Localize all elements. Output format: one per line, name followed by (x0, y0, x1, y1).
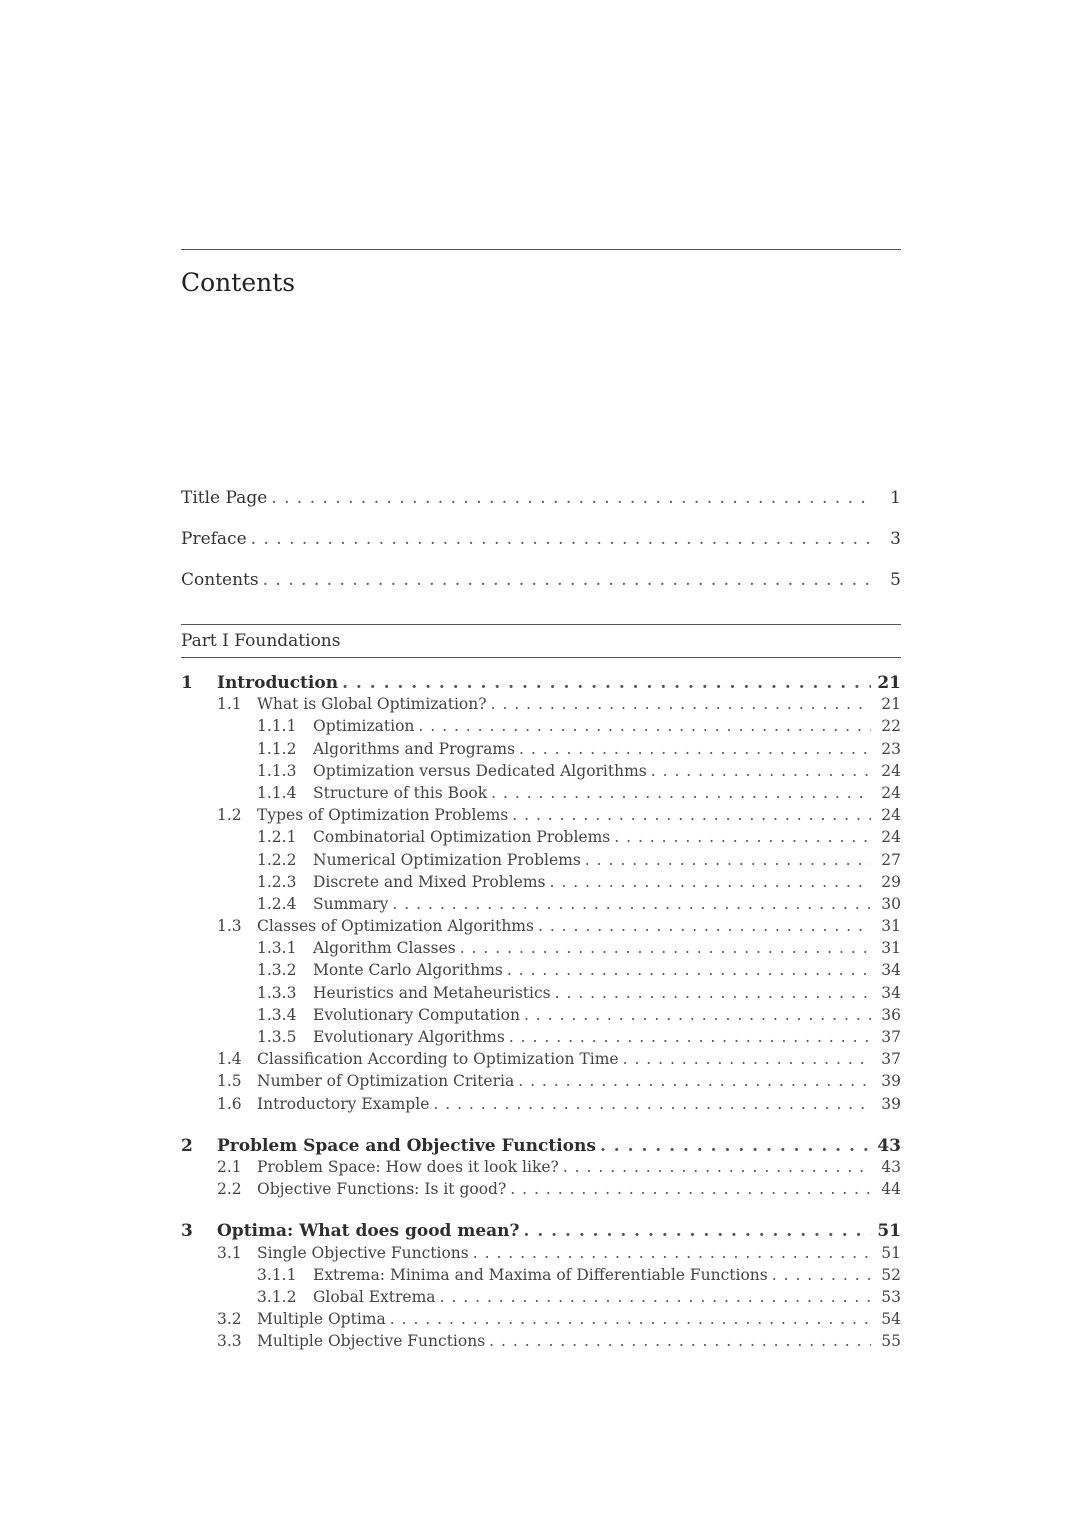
entry-page-number: 29 (881, 872, 901, 891)
section-entry[interactable] (181, 1244, 901, 1266)
entry-page-number: 3 (890, 529, 901, 549)
dot-leaders (614, 828, 871, 846)
subsection-entry[interactable] (181, 851, 901, 873)
dot-leaders (651, 762, 871, 780)
entry-page-number: 27 (881, 850, 901, 869)
dot-leaders (509, 1028, 871, 1046)
entry-number: 3.3 (217, 1332, 242, 1351)
subsection-entry[interactable] (181, 1006, 901, 1028)
entry-title: Classes of Optimization Algorithms (257, 917, 534, 936)
entry-number: 2.1 (217, 1157, 242, 1176)
section-entry[interactable] (181, 1072, 901, 1094)
table-of-contents (181, 673, 901, 1373)
dot-leaders (600, 1136, 871, 1156)
entry-number: 1.1.4 (257, 783, 297, 802)
entry-page-number: 44 (881, 1180, 901, 1199)
entry-page-number: 52 (881, 1265, 901, 1284)
entry-page-number: 43 (881, 1157, 901, 1176)
entry-title: Classification According to Optimization Time (257, 1050, 619, 1069)
entry-page-number: 34 (881, 961, 901, 980)
dot-leaders (538, 917, 871, 935)
dot-leaders (519, 740, 871, 758)
subsection-entry[interactable] (181, 717, 901, 739)
entry-page-number: 21 (877, 673, 901, 693)
entry-title: Preface (181, 529, 247, 549)
entry-title: Introductory Example (257, 1094, 430, 1113)
dot-leaders (390, 1310, 871, 1328)
entry-title: Title Page (181, 488, 268, 508)
section-entry[interactable] (181, 806, 901, 828)
entry-title: Introduction (217, 673, 339, 693)
entry-number: 1.2.4 (257, 894, 297, 913)
entry-number: 2.2 (217, 1180, 242, 1199)
chapter-entry[interactable] (181, 1221, 901, 1243)
entry-page-number: 43 (877, 1135, 901, 1156)
entry-number: 3.1.1 (257, 1265, 297, 1284)
front-matter-entry[interactable] (181, 529, 901, 570)
entry-title: Combinatorial Optimization Problems (313, 828, 611, 847)
front-matter-list (181, 488, 901, 611)
dot-leaders (440, 1288, 871, 1306)
entry-title: Problem Space: How does it look like? (257, 1157, 559, 1176)
entry-page-number: 36 (881, 1005, 901, 1024)
page-title: Contents (181, 267, 296, 297)
entry-number: 1.2.3 (257, 872, 297, 891)
entry-number: 1.3.5 (257, 1028, 297, 1046)
entry-title: Discrete and Mixed Problems (313, 872, 546, 891)
chapter-block (181, 673, 901, 1117)
entry-number: 1.2 (217, 806, 242, 825)
entry-number: 1.1.2 (257, 739, 297, 758)
dot-leaders (549, 873, 871, 891)
dot-leaders (251, 529, 871, 549)
entry-page-number: 31 (881, 917, 901, 936)
subsection-entry[interactable] (181, 984, 901, 1006)
entry-page-number: 24 (881, 783, 901, 802)
entry-page-number: 37 (881, 1050, 901, 1069)
dot-leaders (518, 1072, 871, 1090)
chapter-block (181, 1136, 901, 1203)
section-entry[interactable] (181, 1158, 901, 1180)
chapter-entry[interactable] (181, 1136, 901, 1158)
entry-number: 1.2.2 (257, 850, 297, 869)
entry-page-number: 22 (881, 717, 901, 736)
entry-page-number: 37 (881, 1028, 901, 1046)
entry-page-number: 51 (881, 1243, 901, 1262)
front-matter-entry[interactable] (181, 570, 901, 611)
entry-title: Single Objective Functions (257, 1243, 469, 1262)
subsection-entry[interactable] (181, 784, 901, 806)
dot-leaders (433, 1095, 871, 1113)
dot-leaders (563, 1158, 871, 1176)
entry-title: Algorithms and Programs (313, 739, 516, 758)
entry-number: 1.2.1 (257, 828, 297, 847)
dot-leaders (271, 488, 871, 508)
section-entry[interactable] (181, 695, 901, 717)
document-page (181, 0, 901, 1528)
entry-title: Multiple Optima (257, 1310, 386, 1329)
entry-number: 2 (181, 1135, 193, 1156)
entry-page-number: 55 (881, 1332, 901, 1351)
dot-leaders (623, 1050, 871, 1068)
dot-leaders (392, 895, 871, 913)
entry-number: 1.1 (217, 695, 242, 714)
entry-number: 1.1.1 (257, 717, 297, 736)
entry-page-number: 31 (881, 939, 901, 958)
entry-page-number: 53 (881, 1287, 901, 1306)
entry-title: Objective Functions: Is it good? (257, 1180, 507, 1199)
entry-page-number: 23 (881, 739, 901, 758)
entry-title: What is Global Optimization? (257, 695, 487, 714)
dot-leaders (263, 570, 871, 590)
entry-page-number: 34 (881, 983, 901, 1002)
entry-page-number: 30 (881, 894, 901, 913)
dot-leaders (489, 1332, 871, 1350)
section-entry[interactable] (181, 1310, 901, 1332)
dot-leaders (473, 1244, 871, 1262)
entry-number: 1.3.4 (257, 1005, 297, 1024)
entry-number: 1.3.1 (257, 939, 297, 958)
entry-title: Problem Space and Objective Functions (217, 1135, 596, 1156)
entry-title: Number of Optimization Criteria (257, 1072, 515, 1091)
front-matter-entry[interactable] (181, 488, 901, 529)
dot-leaders (524, 1006, 871, 1024)
section-entry[interactable] (181, 1095, 901, 1117)
dot-leaders (342, 673, 871, 693)
entry-page-number: 5 (890, 570, 901, 590)
entry-number: 3.1.2 (257, 1287, 297, 1306)
entry-title: Optimization (313, 717, 415, 736)
section-entry[interactable] (181, 917, 901, 939)
section-entry[interactable] (181, 1180, 901, 1202)
dot-leaders (772, 1266, 871, 1284)
entry-title: Heuristics and Metaheuristics (313, 983, 551, 1002)
entry-page-number: 51 (877, 1221, 901, 1242)
entry-page-number: 39 (881, 1094, 901, 1113)
entry-number: 1.4 (217, 1050, 242, 1069)
entry-number: 1.5 (217, 1072, 242, 1091)
section-entry[interactable] (181, 1050, 901, 1072)
subsection-entry[interactable] (181, 873, 901, 895)
chapter-block (181, 1221, 901, 1354)
entry-number: 1 (181, 673, 193, 693)
entry-number: 1.3.3 (257, 983, 297, 1002)
heading-rule (181, 249, 901, 250)
subsection-entry[interactable] (181, 1288, 901, 1310)
dot-leaders (507, 961, 871, 979)
subsection-entry[interactable] (181, 1028, 901, 1050)
entry-title: Optimization versus Dedicated Algorithms (313, 761, 647, 780)
entry-title: Structure of this Book (313, 783, 488, 802)
dot-leaders (512, 806, 871, 824)
entry-title: Monte Carlo Algorithms (313, 961, 503, 980)
entry-title: Contents (181, 570, 259, 590)
entry-title: Evolutionary Algorithms (313, 1028, 505, 1046)
entry-title: Extrema: Minima and Maxima of Differentiable Functions (313, 1265, 768, 1284)
entry-title: Multiple Objective Functions (257, 1332, 486, 1351)
entry-title: Evolutionary Computation (313, 1005, 520, 1024)
dot-leaders (585, 851, 871, 869)
entry-title: Global Extrema (313, 1287, 436, 1306)
entry-number: 1.6 (217, 1094, 242, 1113)
dot-leaders (523, 1221, 871, 1241)
entry-number: 3.2 (217, 1310, 242, 1329)
entry-title: Algorithm Classes (313, 939, 456, 958)
subsection-entry[interactable] (181, 828, 901, 850)
subsection-entry[interactable] (181, 762, 901, 784)
entry-number: 1.3 (217, 917, 242, 936)
entry-page-number: 21 (881, 695, 901, 714)
entry-number: 1.1.3 (257, 761, 297, 780)
subsection-entry[interactable] (181, 740, 901, 762)
dot-leaders (555, 984, 871, 1002)
subsection-entry[interactable] (181, 939, 901, 961)
entry-number: 1.3.2 (257, 961, 297, 980)
entry-title: Optima: What does good mean? (217, 1221, 520, 1242)
part-header (181, 624, 901, 658)
section-entry[interactable] (181, 1332, 901, 1354)
entry-page-number: 24 (881, 761, 901, 780)
entry-number: 3.1 (217, 1243, 242, 1262)
subsection-entry[interactable] (181, 961, 901, 983)
dot-leaders (491, 695, 871, 713)
chapter-entry[interactable] (181, 673, 901, 695)
entry-page-number: 24 (881, 828, 901, 847)
entry-number: 3 (181, 1221, 193, 1242)
dot-leaders (510, 1180, 871, 1198)
entry-page-number: 39 (881, 1072, 901, 1091)
entry-page-number: 24 (881, 806, 901, 825)
entry-page-number: 1 (890, 488, 901, 508)
entry-page-number: 54 (881, 1310, 901, 1329)
subsection-entry[interactable] (181, 1266, 901, 1288)
dot-leaders (491, 784, 871, 802)
entry-title: Summary (313, 894, 389, 913)
entry-title: Types of Optimization Problems (257, 806, 509, 825)
dot-leaders (460, 939, 871, 957)
entry-title: Numerical Optimization Problems (313, 850, 581, 869)
subsection-entry[interactable] (181, 895, 901, 917)
dot-leaders (418, 717, 871, 735)
part-title[interactable]: Part I Foundations (181, 631, 341, 651)
